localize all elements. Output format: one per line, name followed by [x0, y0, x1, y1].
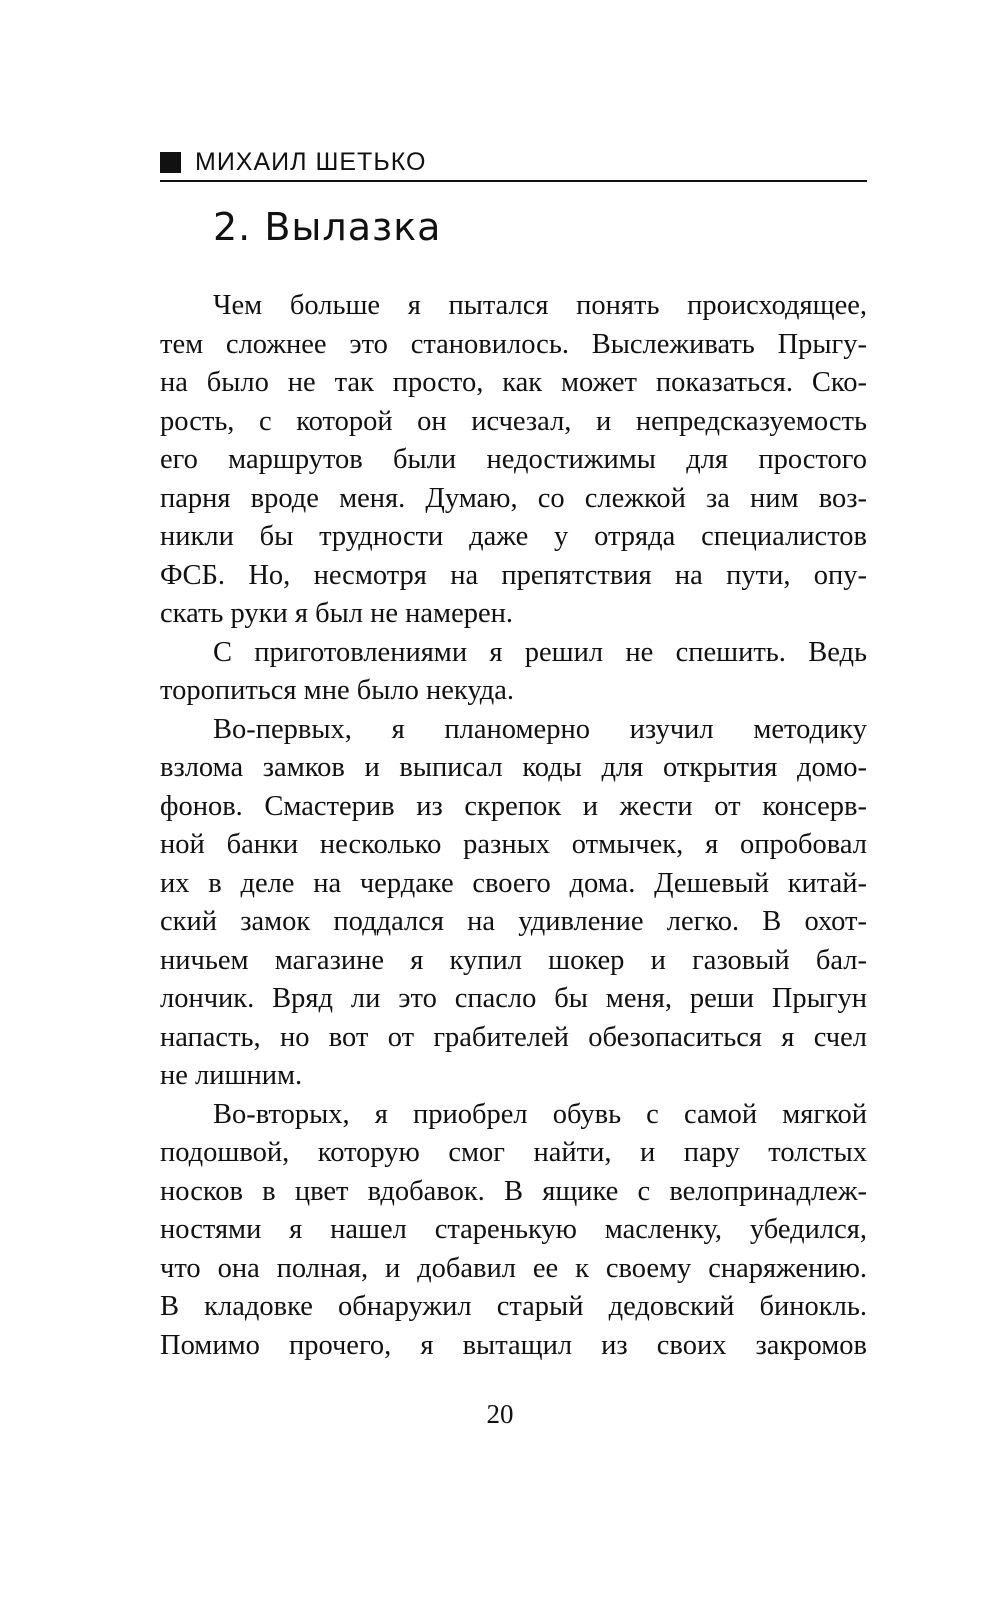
author-name: МИХАИЛ ШЕТЬКО	[195, 148, 427, 176]
text-line: подошвой, которую смог найти, и пару толстых	[160, 1137, 867, 1168]
text-line: С приготовлениями я решил не спешить. Ведь	[213, 636, 867, 668]
text-line: фонов. Смастерив из скрепок и жести от консерв-	[160, 790, 867, 822]
text-line: что она полная, и добавил ее к своему снаряжению.	[160, 1252, 867, 1284]
text-line: на было не так просто, как может показаться. Ско-	[160, 367, 867, 398]
text-line: ничьем магазине я купил шокер и газовый бал-	[160, 944, 867, 976]
text-line: его маршрутов были недостижимы для простого	[160, 444, 867, 475]
text-line: тем сложнее это становилось. Выслеживать Прыгу-	[160, 328, 867, 360]
text-line: никли бы трудности даже у отряда специалистов	[160, 521, 867, 552]
text-line: парня вроде меня. Думаю, со слежкой за ним воз-	[160, 482, 867, 514]
text-line: ский замок поддался на удивление легко. В охот-	[160, 906, 867, 937]
text-line: Помимо прочего, я вытащил из своих закромов	[160, 1329, 867, 1361]
text-line: ФСБ. Но, несмотря на препятствия на пути, опу-	[160, 559, 867, 591]
text-line: их в деле на чердаке своего дома. Дешевый китай-	[160, 867, 867, 899]
text-line: скать руки я был не намерен.	[160, 598, 514, 629]
chapter-title: 2. Вылазка	[213, 205, 442, 249]
text-line: напасть, но вот от грабителей обезопаситься я счел	[160, 1021, 867, 1053]
text-line: Во-вторых, я приобрел обувь с самой мягкой	[213, 1098, 867, 1130]
text-line: ностями я нашел старенькую масленку, убедился,	[160, 1214, 867, 1245]
square-bullet-icon	[160, 152, 181, 173]
text-line: лончик. Вряд ли это спасло бы меня, реши Прыгун	[160, 983, 867, 1014]
text-line: носков в цвет вдобавок. В ящике с велопринадлеж-	[160, 1175, 867, 1207]
running-head	[160, 142, 867, 182]
text-line: В кладовке обнаружил старый дедовский бинокль.	[160, 1291, 867, 1322]
text-line: ной банки несколько разных отмычек, я опробовал	[160, 829, 867, 860]
page-number: 20	[486, 1399, 514, 1429]
text-line: взлома замков и выписал коды для открытия домо-	[160, 752, 867, 783]
text-line: Во-первых, я планомерно изучил методику	[213, 713, 867, 745]
text-line: не лишним.	[160, 1060, 303, 1091]
text-line: рость, с которой он исчезал, и непредсказуемость	[160, 405, 867, 437]
body-text	[160, 287, 867, 1365]
text-line: торопиться мне было некуда.	[160, 675, 515, 706]
text-line: Чем больше я пытался понять происходящее,	[213, 290, 867, 321]
